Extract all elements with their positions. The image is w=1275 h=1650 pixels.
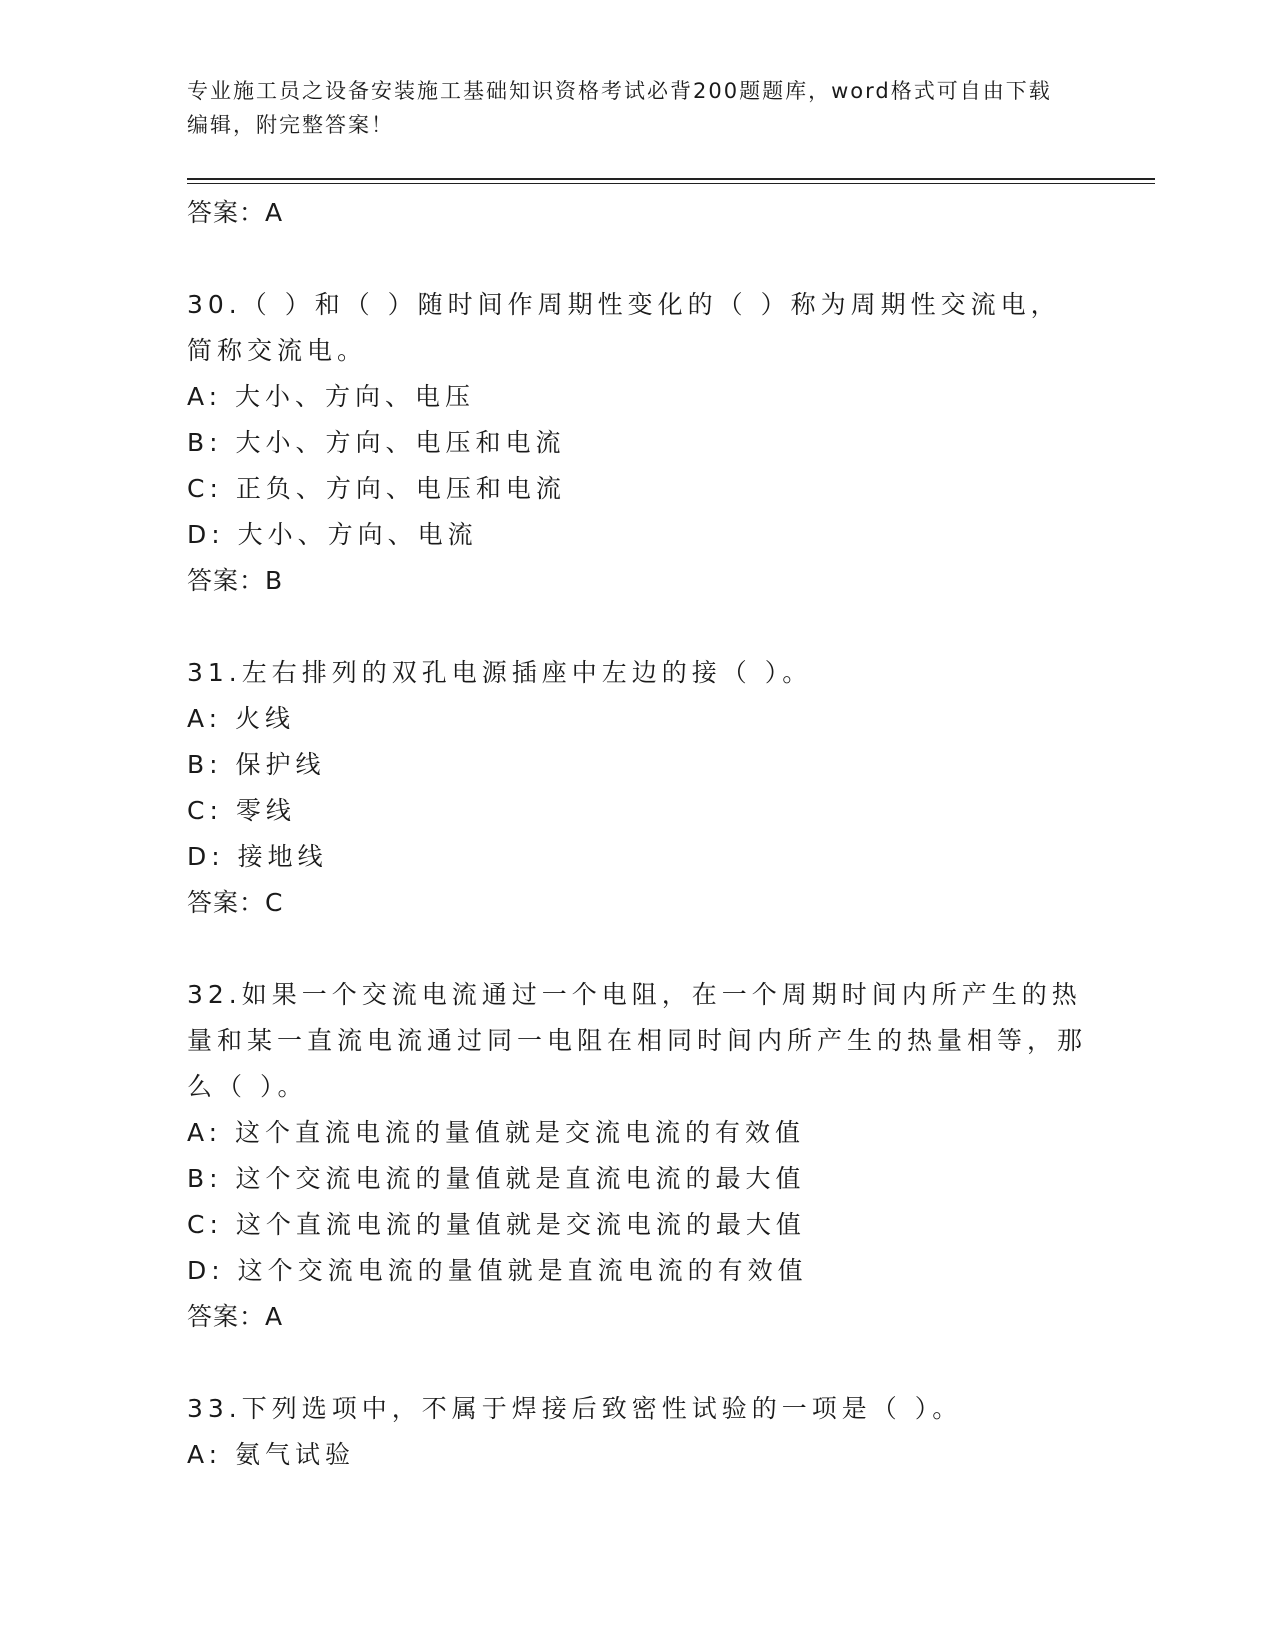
question-text: 30.（ ）和（ ）随时间作周期性变化的（ ）称为周期性交流电，简称交流电。 <box>187 290 1061 365</box>
question-item-33 <box>187 1386 1087 1478</box>
option-d: D: 接地线 <box>187 842 328 871</box>
answer-line: 答案：A <box>187 198 284 227</box>
header-divider-thick <box>187 178 1155 180</box>
option-b: B: 保护线 <box>187 750 326 779</box>
answer-line: 答案：C <box>187 888 284 917</box>
option-a: A: 氨气试验 <box>187 1440 356 1469</box>
question-list <box>187 190 1087 1478</box>
question-item-32 <box>187 972 1087 1340</box>
question-text: 32.如果一个交流电流通过一个电阻，在一个周期时间内所产生的热量和某一直流电流通过同一电阻在相同时间内所产生的热量相等，那么（ ）。 <box>187 980 1088 1101</box>
answer-line: 答案：A <box>187 1302 284 1331</box>
answer-line: 答案：B <box>187 566 284 595</box>
question-text: 33.下列选项中，不属于焊接后致密性试验的一项是（ ）。 <box>187 1394 963 1423</box>
option-a: A: 火线 <box>187 704 296 733</box>
option-a: A: 这个直流电流的量值就是交流电流的有效值 <box>187 1118 806 1147</box>
question-item-30 <box>187 282 1087 604</box>
option-a: A: 大小、方向、电压 <box>187 382 476 411</box>
option-d: D: 大小、方向、电流 <box>187 520 478 549</box>
option-b: B: 这个交流电流的量值就是直流电流的最大值 <box>187 1164 806 1193</box>
option-c: C: 这个直流电流的量值就是交流电流的最大值 <box>187 1210 806 1239</box>
option-d: D: 这个交流电流的量值就是直流电流的有效值 <box>187 1256 808 1285</box>
question-text: 31.左右排列的双孔电源插座中左边的接（ ）。 <box>187 658 813 687</box>
option-c: C: 零线 <box>187 796 296 825</box>
header-divider-thin <box>187 183 1155 184</box>
page-header: 专业施工员之设备安装施工基础知识资格考试必背200题题库，word格式可自由下载编辑，附完整答案！ <box>187 79 1052 137</box>
option-b: B: 大小、方向、电压和电流 <box>187 428 566 457</box>
option-c: C: 正负、方向、电压和电流 <box>187 474 566 503</box>
question-item-31 <box>187 650 1087 926</box>
